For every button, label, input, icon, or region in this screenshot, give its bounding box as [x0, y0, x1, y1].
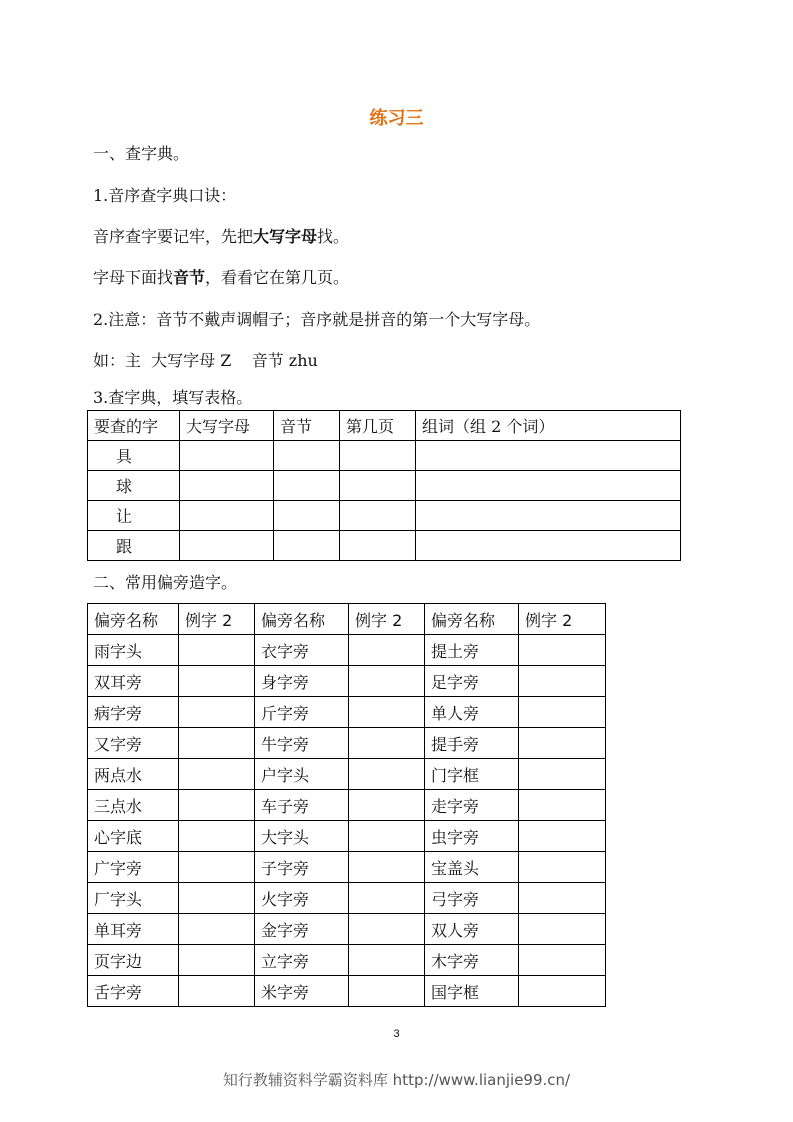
column-header: 例字 2: [179, 604, 255, 635]
blank-cell: [349, 821, 425, 852]
table-row: [88, 441, 681, 471]
blank-cell: [340, 501, 416, 531]
blank-cell: [349, 697, 425, 728]
blank-cell: [179, 666, 255, 697]
example-text: 如：主 大写字母 Z 音节 zhu: [93, 351, 318, 370]
column-header: 例字 2: [519, 604, 606, 635]
radical-name: 虫字旁: [425, 821, 519, 852]
column-header: 偏旁名称: [88, 604, 179, 635]
radical-name: 提土旁: [425, 635, 519, 666]
blank-cell: [179, 790, 255, 821]
radical-name: 国字框: [425, 976, 519, 1007]
blank-cell: [340, 531, 416, 561]
column-header: 第几页: [340, 411, 416, 441]
radical-name: 提手旁: [425, 728, 519, 759]
table-row: [88, 697, 606, 728]
blank-cell: [180, 441, 274, 471]
blank-cell: [274, 441, 340, 471]
blank-cell: [519, 883, 606, 914]
section2-heading: 二、常用偏旁造字。: [93, 573, 238, 592]
radical-name: 舌字旁: [88, 976, 179, 1007]
section1-heading: 一、查字典。: [93, 144, 190, 163]
rhyme1-bold: 大写字母: [253, 227, 318, 246]
radical-name: 弓字旁: [425, 883, 519, 914]
radical-name: 走字旁: [425, 790, 519, 821]
blank-cell: [519, 976, 606, 1007]
table-row: [88, 821, 606, 852]
blank-cell: [274, 501, 340, 531]
rhyme-line-2: [93, 267, 349, 289]
table-row: [88, 790, 606, 821]
table-row: [88, 759, 606, 790]
radical-name: 足字旁: [425, 666, 519, 697]
blank-cell: [349, 790, 425, 821]
blank-cell: [416, 531, 681, 561]
blank-cell: [519, 852, 606, 883]
blank-cell: [519, 914, 606, 945]
column-header: 音节: [274, 411, 340, 441]
radical-name: 户字头: [255, 759, 349, 790]
dictionary-lookup-table: [87, 410, 681, 561]
lookup-character: 具: [88, 441, 180, 471]
blank-cell: [179, 759, 255, 790]
radical-name: 火字旁: [255, 883, 349, 914]
radical-name: 立字旁: [255, 945, 349, 976]
table-row: [88, 728, 606, 759]
radical-name: 门字框: [425, 759, 519, 790]
blank-cell: [519, 759, 606, 790]
radical-name: 牛字旁: [255, 728, 349, 759]
table-row: [88, 501, 681, 531]
radical-name: 三点水: [88, 790, 179, 821]
blank-cell: [180, 501, 274, 531]
page-number: 3: [393, 1028, 400, 1040]
blank-cell: [416, 471, 681, 501]
radical-name: 双耳旁: [88, 666, 179, 697]
blank-cell: [349, 728, 425, 759]
blank-cell: [519, 635, 606, 666]
column-header: 大写字母: [180, 411, 274, 441]
radical-name: 米字旁: [255, 976, 349, 1007]
blank-cell: [349, 883, 425, 914]
table-row: [88, 531, 681, 561]
radical-name: 金字旁: [255, 914, 349, 945]
blank-cell: [349, 666, 425, 697]
radical-name: 厂字头: [88, 883, 179, 914]
radical-name: 大字头: [255, 821, 349, 852]
blank-cell: [179, 976, 255, 1007]
radical-name: 双人旁: [425, 914, 519, 945]
blank-cell: [179, 635, 255, 666]
table-row: [88, 635, 606, 666]
blank-cell: [416, 501, 681, 531]
item1-text: 1.音序查字典口诀：: [93, 186, 237, 205]
column-header: 偏旁名称: [425, 604, 519, 635]
blank-cell: [349, 852, 425, 883]
blank-cell: [179, 821, 255, 852]
blank-cell: [274, 471, 340, 501]
radical-table: [87, 603, 606, 1007]
lookup-character: 球: [88, 471, 180, 501]
blank-cell: [179, 728, 255, 759]
table-row: [88, 666, 606, 697]
rhyme1-pre: 音序查字要记牢，先把: [93, 227, 254, 246]
blank-cell: [519, 945, 606, 976]
footer-watermark: 知行教辅资料学霸资料库 http://www.lianjie99.cn/: [222, 1071, 571, 1089]
radical-name: 身字旁: [255, 666, 349, 697]
rhyme1-post: 找。: [317, 227, 350, 246]
blank-cell: [349, 759, 425, 790]
blank-cell: [519, 666, 606, 697]
rhyme2-post: ，看看它在第几页。: [205, 268, 350, 287]
radical-name: 子字旁: [255, 852, 349, 883]
radical-name: 单耳旁: [88, 914, 179, 945]
blank-cell: [519, 821, 606, 852]
radical-name: 木字旁: [425, 945, 519, 976]
table-row: [88, 883, 606, 914]
radical-name: 衣字旁: [255, 635, 349, 666]
blank-cell: [179, 697, 255, 728]
radical-name: 心字底: [88, 821, 179, 852]
blank-cell: [519, 790, 606, 821]
rhyme2-bold: 音节: [173, 268, 206, 287]
table-header-row: [88, 411, 681, 441]
radical-name: 斤字旁: [255, 697, 349, 728]
table-row: [88, 945, 606, 976]
radical-name: 广字旁: [88, 852, 179, 883]
radical-name: 单人旁: [425, 697, 519, 728]
table-row: [88, 471, 681, 501]
table-header-row: [88, 604, 606, 635]
table-row: [88, 852, 606, 883]
blank-cell: [179, 914, 255, 945]
blank-cell: [349, 914, 425, 945]
lookup-character: 跟: [88, 531, 180, 561]
table-row: [88, 914, 606, 945]
column-header: 偏旁名称: [255, 604, 349, 635]
column-header: 例字 2: [349, 604, 425, 635]
blank-cell: [349, 976, 425, 1007]
item3-text: 3.查字典，填写表格。: [93, 388, 253, 407]
column-header: 要查的字: [88, 411, 180, 441]
blank-cell: [274, 531, 340, 561]
blank-cell: [179, 945, 255, 976]
blank-cell: [349, 945, 425, 976]
page-title: 练习三: [369, 108, 424, 129]
rhyme-line-1: [93, 226, 349, 248]
blank-cell: [340, 441, 416, 471]
blank-cell: [519, 697, 606, 728]
radical-name: 宝盖头: [425, 852, 519, 883]
blank-cell: [180, 471, 274, 501]
blank-cell: [349, 635, 425, 666]
rhyme2-pre: 字母下面找: [93, 268, 174, 287]
radical-name: 两点水: [88, 759, 179, 790]
radical-name: 雨字头: [88, 635, 179, 666]
blank-cell: [519, 728, 606, 759]
radical-name: 页字边: [88, 945, 179, 976]
radical-name: 车子旁: [255, 790, 349, 821]
column-header: 组词（组 2 个词）: [416, 411, 681, 441]
radical-name: 又字旁: [88, 728, 179, 759]
blank-cell: [180, 531, 274, 561]
blank-cell: [416, 441, 681, 471]
blank-cell: [179, 883, 255, 914]
lookup-character: 让: [88, 501, 180, 531]
item2-text: 2.注意：音节不戴声调帽子；音序就是拼音的第一个大写字母。: [93, 310, 541, 329]
blank-cell: [179, 852, 255, 883]
blank-cell: [340, 471, 416, 501]
radical-name: 病字旁: [88, 697, 179, 728]
table-row: [88, 976, 606, 1007]
